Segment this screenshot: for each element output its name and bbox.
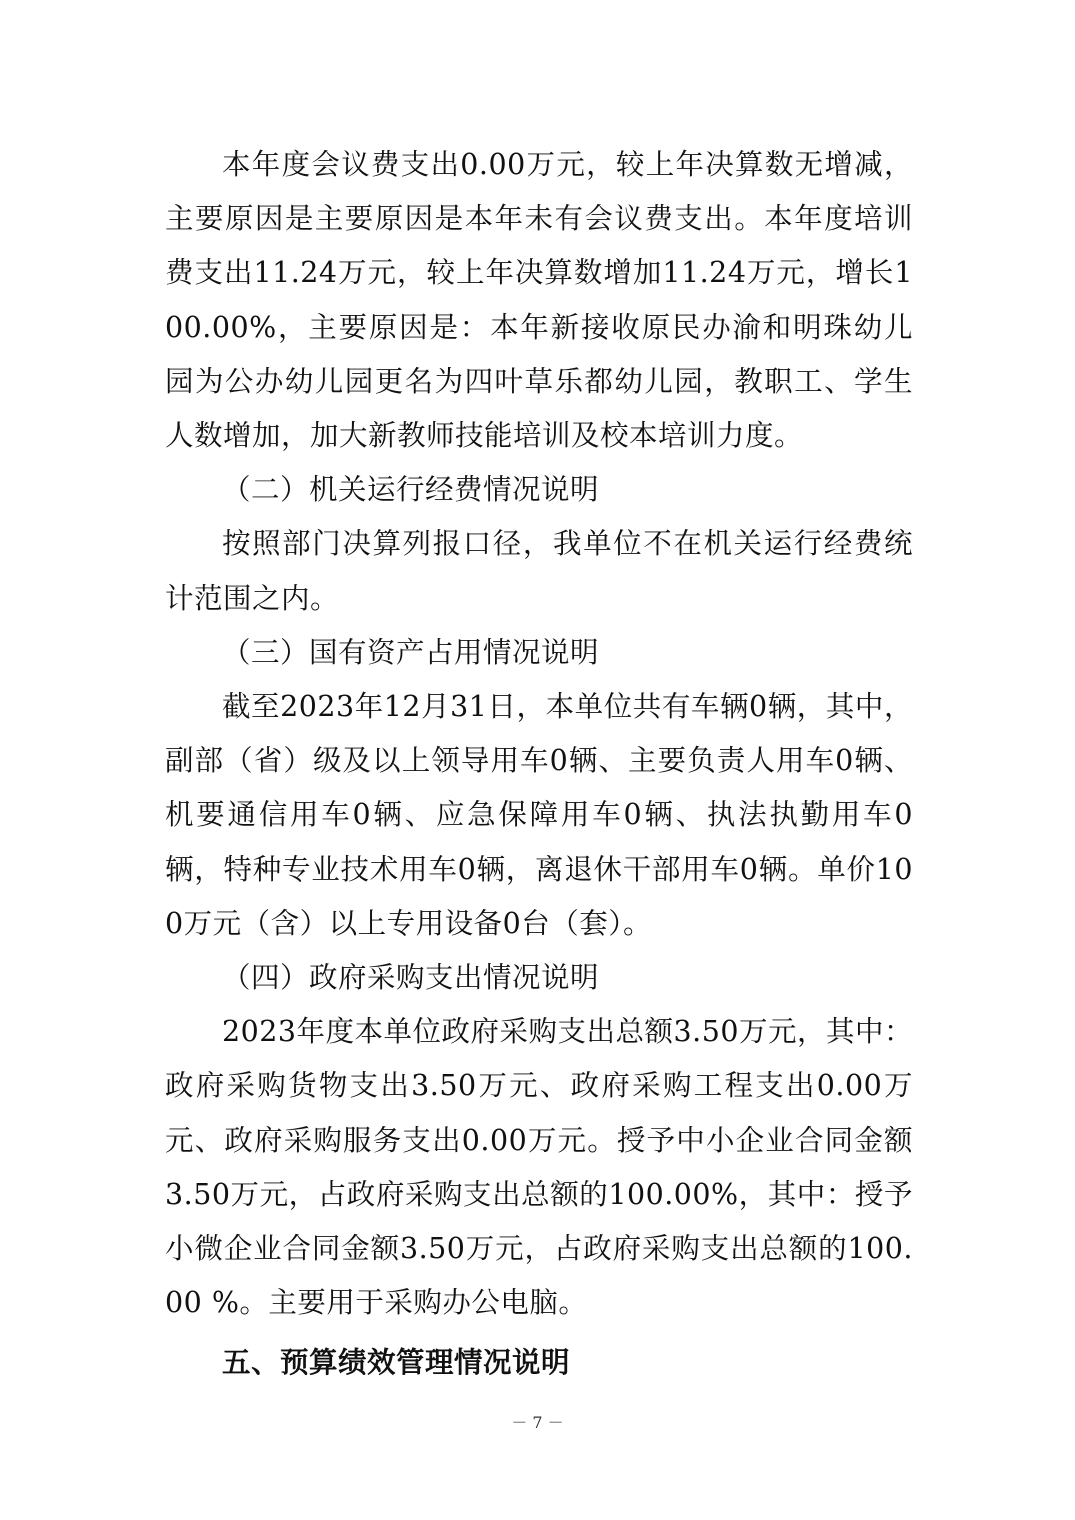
paragraph-state-assets: 截至2023年12月31日，本单位共有车辆0辆，其中，副部（省）级及以上领导用车0辆、主要负责人用车0辆、机要通信用车0辆、应急保障用车0辆、执法执勤用车0辆，特种专业技术用车0辆，离退休干部用车0辆。单价100万元（含）以上专用设备0台（套）。: [165, 690, 913, 940]
heading-state-assets: （三）国有资产占用情况说明: [222, 635, 600, 669]
paragraph-meeting-training-expenses: 本年度会议费支出0.00万元，较上年决算数无增减，主要原因是主要原因是本年未有会议费支出。本年度培训费支出11.24万元，较上年决算数增加11.24万元，增长100.00%，主要原因是：本年新接收原民办渝和明珠幼儿园为公办幼儿园更名为四叶草乐都幼儿园，教职工、学生人数增加，加大新教师技能培训及校本培训力度。: [165, 148, 913, 453]
heading-government-procurement: （四）政府采购支出情况说明: [222, 961, 600, 995]
paragraph-operating-funds: 按照部门决算列报口径，我单位不在机关运行经费统计范围之内。: [165, 527, 913, 615]
heading-operating-funds: （二）机关运行经费情况说明: [222, 473, 600, 507]
section-heading-performance-management: 五、预算绩效管理情况说明: [222, 1346, 571, 1380]
page-number: － 7 －: [511, 1413, 564, 1432]
paragraph-government-procurement: 2023年度本单位政府采购支出总额3.50万元，其中：政府采购货物支出3.50万元、政府采购工程支出0.00万元、政府采购服务支出0.00万元。授予中小企业合同金额3.50万元，占政府采购支出总额的100.00%，其中：授予小微企业合同金额3.50万元，占政府采购支出总额的100.00 %。主要用于采购办公电脑。: [165, 1015, 913, 1320]
document-body: [165, 138, 913, 1391]
